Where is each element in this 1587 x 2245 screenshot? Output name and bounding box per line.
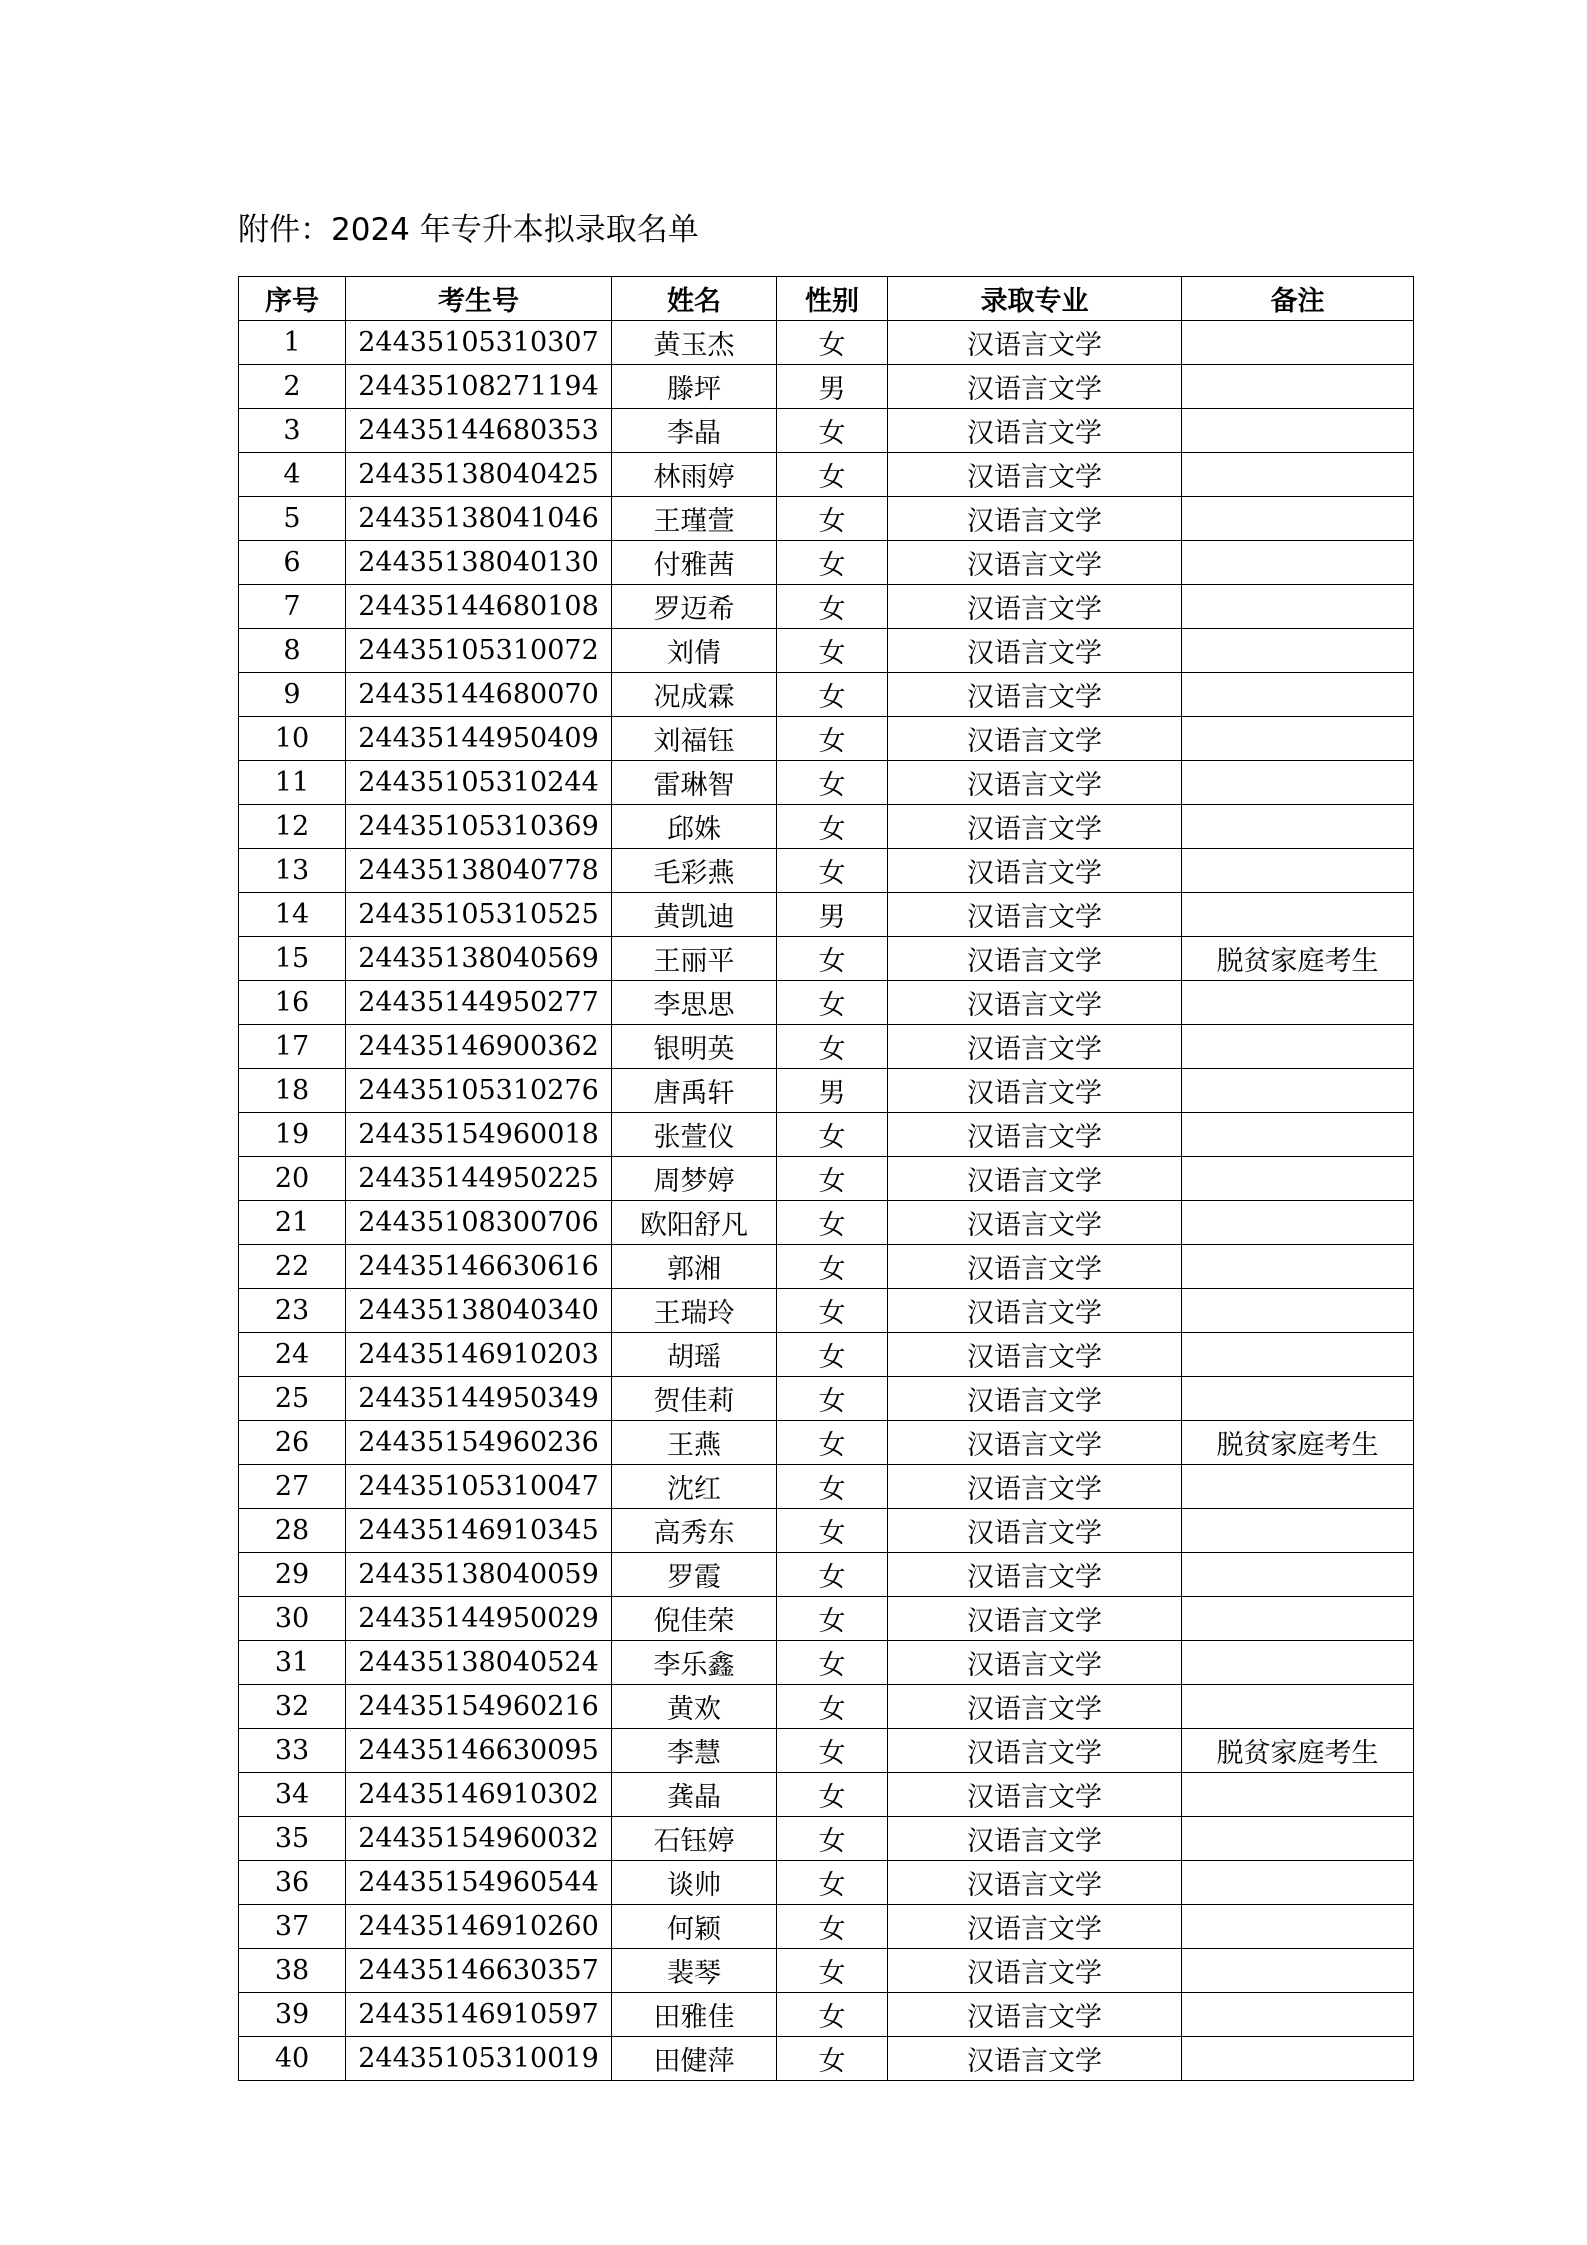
cell-name: 王瑞玲 <box>612 1289 777 1333</box>
cell-exam-id: 24435138040130 <box>346 541 612 585</box>
cell-exam-id: 24435138040569 <box>346 937 612 981</box>
table-row <box>239 1333 1414 1377</box>
cell-major: 汉语言文学 <box>888 849 1182 893</box>
table-row <box>239 629 1414 673</box>
header-remark: 备注 <box>1182 277 1414 321</box>
table-row <box>239 321 1414 365</box>
cell-remark <box>1182 497 1414 541</box>
cell-serial: 38 <box>239 1949 346 1993</box>
table-row <box>239 1025 1414 1069</box>
cell-major: 汉语言文学 <box>888 2037 1182 2081</box>
cell-gender: 女 <box>777 1509 888 1553</box>
cell-name: 谈帅 <box>612 1861 777 1905</box>
cell-remark <box>1182 1201 1414 1245</box>
table-row <box>239 1641 1414 1685</box>
cell-exam-id: 24435108300706 <box>346 1201 612 1245</box>
cell-exam-id: 24435144950349 <box>346 1377 612 1421</box>
cell-serial: 35 <box>239 1817 346 1861</box>
cell-name: 刘福钰 <box>612 717 777 761</box>
header-gender: 性别 <box>777 277 888 321</box>
cell-exam-id: 24435108271194 <box>346 365 612 409</box>
cell-gender: 女 <box>777 321 888 365</box>
cell-exam-id: 24435105310525 <box>346 893 612 937</box>
cell-major: 汉语言文学 <box>888 1113 1182 1157</box>
cell-gender: 女 <box>777 1113 888 1157</box>
cell-name: 黄玉杰 <box>612 321 777 365</box>
table-row <box>239 717 1414 761</box>
table-header <box>239 277 1414 321</box>
cell-major: 汉语言文学 <box>888 1641 1182 1685</box>
table-row <box>239 497 1414 541</box>
cell-major: 汉语言文学 <box>888 1993 1182 2037</box>
cell-serial: 14 <box>239 893 346 937</box>
cell-exam-id: 24435105310369 <box>346 805 612 849</box>
cell-name: 郭湘 <box>612 1245 777 1289</box>
cell-exam-id: 24435105310047 <box>346 1465 612 1509</box>
cell-remark <box>1182 629 1414 673</box>
cell-exam-id: 24435146630357 <box>346 1949 612 1993</box>
table-row <box>239 761 1414 805</box>
cell-gender: 男 <box>777 1069 888 1113</box>
cell-serial: 23 <box>239 1289 346 1333</box>
cell-serial: 5 <box>239 497 346 541</box>
cell-serial: 12 <box>239 805 346 849</box>
cell-name: 周梦婷 <box>612 1157 777 1201</box>
cell-serial: 4 <box>239 453 346 497</box>
cell-name: 田雅佳 <box>612 1993 777 2037</box>
table-row <box>239 1597 1414 1641</box>
cell-exam-id: 24435105310244 <box>346 761 612 805</box>
cell-name: 田健萍 <box>612 2037 777 2081</box>
cell-gender: 女 <box>777 409 888 453</box>
cell-name: 付雅茜 <box>612 541 777 585</box>
cell-major: 汉语言文学 <box>888 1157 1182 1201</box>
table-row <box>239 1773 1414 1817</box>
cell-exam-id: 24435144680353 <box>346 409 612 453</box>
cell-remark <box>1182 893 1414 937</box>
cell-name: 李思思 <box>612 981 777 1025</box>
cell-gender: 女 <box>777 1597 888 1641</box>
cell-exam-id: 24435138040778 <box>346 849 612 893</box>
cell-name: 邱姝 <box>612 805 777 849</box>
cell-gender: 女 <box>777 497 888 541</box>
cell-gender: 男 <box>777 365 888 409</box>
cell-serial: 26 <box>239 1421 346 1465</box>
cell-gender: 女 <box>777 981 888 1025</box>
cell-major: 汉语言文学 <box>888 1289 1182 1333</box>
cell-serial: 17 <box>239 1025 346 1069</box>
table-row <box>239 673 1414 717</box>
table-row <box>239 849 1414 893</box>
document-title: 附件：2024 年专升本拟录取名单 <box>238 212 699 248</box>
cell-major: 汉语言文学 <box>888 805 1182 849</box>
cell-gender: 女 <box>777 937 888 981</box>
cell-remark <box>1182 1861 1414 1905</box>
table-row <box>239 1949 1414 1993</box>
cell-remark <box>1182 761 1414 805</box>
cell-exam-id: 24435146910345 <box>346 1509 612 1553</box>
cell-name: 何颖 <box>612 1905 777 1949</box>
cell-exam-id: 24435154960236 <box>346 1421 612 1465</box>
cell-serial: 13 <box>239 849 346 893</box>
cell-exam-id: 24435154960216 <box>346 1685 612 1729</box>
table-row <box>239 1817 1414 1861</box>
cell-remark: 脱贫家庭考生 <box>1182 1421 1414 1465</box>
cell-remark <box>1182 1993 1414 2037</box>
cell-name: 黄凯迪 <box>612 893 777 937</box>
cell-major: 汉语言文学 <box>888 585 1182 629</box>
cell-remark <box>1182 1245 1414 1289</box>
cell-name: 胡瑶 <box>612 1333 777 1377</box>
cell-name: 石钰婷 <box>612 1817 777 1861</box>
cell-major: 汉语言文学 <box>888 1333 1182 1377</box>
table-row <box>239 805 1414 849</box>
cell-name: 李晶 <box>612 409 777 453</box>
cell-major: 汉语言文学 <box>888 761 1182 805</box>
cell-name: 高秀东 <box>612 1509 777 1553</box>
table-row <box>239 1685 1414 1729</box>
cell-name: 唐禹轩 <box>612 1069 777 1113</box>
cell-exam-id: 24435138040524 <box>346 1641 612 1685</box>
cell-gender: 女 <box>777 2037 888 2081</box>
cell-gender: 女 <box>777 1773 888 1817</box>
cell-gender: 女 <box>777 585 888 629</box>
cell-name: 龚晶 <box>612 1773 777 1817</box>
cell-major: 汉语言文学 <box>888 1509 1182 1553</box>
table-row <box>239 981 1414 1025</box>
header-serial: 序号 <box>239 277 346 321</box>
cell-serial: 37 <box>239 1905 346 1949</box>
table-row <box>239 1993 1414 2037</box>
cell-exam-id: 24435154960018 <box>346 1113 612 1157</box>
header-row <box>239 277 1414 321</box>
table-row <box>239 1245 1414 1289</box>
cell-remark <box>1182 1597 1414 1641</box>
cell-major: 汉语言文学 <box>888 1201 1182 1245</box>
cell-name: 银明英 <box>612 1025 777 1069</box>
cell-name: 欧阳舒凡 <box>612 1201 777 1245</box>
table-row <box>239 1157 1414 1201</box>
table-row <box>239 893 1414 937</box>
cell-major: 汉语言文学 <box>888 1069 1182 1113</box>
cell-serial: 22 <box>239 1245 346 1289</box>
cell-gender: 女 <box>777 1641 888 1685</box>
cell-gender: 女 <box>777 1729 888 1773</box>
cell-serial: 11 <box>239 761 346 805</box>
cell-major: 汉语言文学 <box>888 673 1182 717</box>
cell-gender: 女 <box>777 1245 888 1289</box>
cell-major: 汉语言文学 <box>888 1245 1182 1289</box>
cell-name: 罗霞 <box>612 1553 777 1597</box>
cell-major: 汉语言文学 <box>888 717 1182 761</box>
admission-table <box>238 276 1414 2081</box>
cell-remark <box>1182 1641 1414 1685</box>
cell-remark <box>1182 541 1414 585</box>
cell-major: 汉语言文学 <box>888 1025 1182 1069</box>
cell-exam-id: 24435105310072 <box>346 629 612 673</box>
cell-exam-id: 24435138040059 <box>346 1553 612 1597</box>
cell-remark <box>1182 1069 1414 1113</box>
cell-gender: 女 <box>777 1025 888 1069</box>
table-row <box>239 585 1414 629</box>
cell-remark <box>1182 849 1414 893</box>
cell-gender: 女 <box>777 761 888 805</box>
cell-name: 沈红 <box>612 1465 777 1509</box>
cell-serial: 1 <box>239 321 346 365</box>
cell-name: 李乐鑫 <box>612 1641 777 1685</box>
cell-gender: 女 <box>777 1949 888 1993</box>
cell-exam-id: 24435138041046 <box>346 497 612 541</box>
cell-remark <box>1182 1817 1414 1861</box>
cell-gender: 男 <box>777 893 888 937</box>
cell-serial: 32 <box>239 1685 346 1729</box>
cell-remark <box>1182 1157 1414 1201</box>
cell-serial: 16 <box>239 981 346 1025</box>
cell-remark <box>1182 321 1414 365</box>
cell-serial: 33 <box>239 1729 346 1773</box>
cell-remark <box>1182 981 1414 1025</box>
cell-name: 滕坪 <box>612 365 777 409</box>
table-row <box>239 1553 1414 1597</box>
cell-major: 汉语言文学 <box>888 1377 1182 1421</box>
cell-major: 汉语言文学 <box>888 1905 1182 1949</box>
table-row <box>239 1905 1414 1949</box>
cell-name: 张萱仪 <box>612 1113 777 1157</box>
cell-serial: 31 <box>239 1641 346 1685</box>
cell-serial: 24 <box>239 1333 346 1377</box>
cell-gender: 女 <box>777 1905 888 1949</box>
cell-remark <box>1182 1113 1414 1157</box>
cell-remark <box>1182 673 1414 717</box>
cell-major: 汉语言文学 <box>888 1729 1182 1773</box>
table-row <box>239 1465 1414 1509</box>
cell-exam-id: 24435146910203 <box>346 1333 612 1377</box>
cell-major: 汉语言文学 <box>888 1861 1182 1905</box>
cell-remark <box>1182 1465 1414 1509</box>
table-row <box>239 365 1414 409</box>
cell-gender: 女 <box>777 1289 888 1333</box>
table-row <box>239 1421 1414 1465</box>
cell-major: 汉语言文学 <box>888 893 1182 937</box>
cell-gender: 女 <box>777 1685 888 1729</box>
cell-gender: 女 <box>777 541 888 585</box>
cell-major: 汉语言文学 <box>888 1421 1182 1465</box>
cell-remark <box>1182 453 1414 497</box>
table-row <box>239 453 1414 497</box>
cell-remark <box>1182 1509 1414 1553</box>
cell-serial: 30 <box>239 1597 346 1641</box>
cell-name: 王燕 <box>612 1421 777 1465</box>
cell-name: 雷琳智 <box>612 761 777 805</box>
cell-serial: 36 <box>239 1861 346 1905</box>
cell-exam-id: 24435144680108 <box>346 585 612 629</box>
cell-major: 汉语言文学 <box>888 1817 1182 1861</box>
cell-major: 汉语言文学 <box>888 981 1182 1025</box>
cell-gender: 女 <box>777 1421 888 1465</box>
cell-major: 汉语言文学 <box>888 409 1182 453</box>
cell-serial: 40 <box>239 2037 346 2081</box>
cell-remark <box>1182 805 1414 849</box>
cell-exam-id: 24435154960544 <box>346 1861 612 1905</box>
cell-name: 刘倩 <box>612 629 777 673</box>
cell-serial: 20 <box>239 1157 346 1201</box>
cell-serial: 18 <box>239 1069 346 1113</box>
cell-gender: 女 <box>777 717 888 761</box>
table-row <box>239 2037 1414 2081</box>
cell-major: 汉语言文学 <box>888 1553 1182 1597</box>
cell-serial: 10 <box>239 717 346 761</box>
cell-name: 黄欢 <box>612 1685 777 1729</box>
cell-serial: 39 <box>239 1993 346 2037</box>
cell-serial: 15 <box>239 937 346 981</box>
cell-exam-id: 24435138040340 <box>346 1289 612 1333</box>
cell-serial: 34 <box>239 1773 346 1817</box>
cell-major: 汉语言文学 <box>888 1949 1182 1993</box>
cell-serial: 19 <box>239 1113 346 1157</box>
table-row <box>239 1729 1414 1773</box>
table-row <box>239 409 1414 453</box>
cell-remark <box>1182 409 1414 453</box>
cell-exam-id: 24435146630616 <box>346 1245 612 1289</box>
cell-name: 罗迈希 <box>612 585 777 629</box>
cell-exam-id: 24435146910302 <box>346 1773 612 1817</box>
cell-gender: 女 <box>777 1553 888 1597</box>
cell-exam-id: 24435146910260 <box>346 1905 612 1949</box>
cell-exam-id: 24435144950029 <box>346 1597 612 1641</box>
cell-gender: 女 <box>777 1993 888 2037</box>
cell-exam-id: 24435144950225 <box>346 1157 612 1201</box>
cell-gender: 女 <box>777 1333 888 1377</box>
cell-gender: 女 <box>777 1817 888 1861</box>
cell-exam-id: 24435146630095 <box>346 1729 612 1773</box>
cell-major: 汉语言文学 <box>888 321 1182 365</box>
cell-gender: 女 <box>777 1377 888 1421</box>
cell-serial: 9 <box>239 673 346 717</box>
cell-name: 林雨婷 <box>612 453 777 497</box>
cell-remark <box>1182 1333 1414 1377</box>
cell-exam-id: 24435144950277 <box>346 981 612 1025</box>
cell-gender: 女 <box>777 629 888 673</box>
cell-serial: 7 <box>239 585 346 629</box>
cell-name: 王丽平 <box>612 937 777 981</box>
cell-remark <box>1182 1773 1414 1817</box>
header-name: 姓名 <box>612 277 777 321</box>
cell-gender: 女 <box>777 1157 888 1201</box>
cell-exam-id: 24435105310307 <box>346 321 612 365</box>
cell-name: 毛彩燕 <box>612 849 777 893</box>
cell-major: 汉语言文学 <box>888 453 1182 497</box>
cell-gender: 女 <box>777 673 888 717</box>
cell-name: 况成霖 <box>612 673 777 717</box>
table-row <box>239 1289 1414 1333</box>
table-row <box>239 1201 1414 1245</box>
cell-remark <box>1182 1685 1414 1729</box>
cell-major: 汉语言文学 <box>888 365 1182 409</box>
cell-major: 汉语言文学 <box>888 541 1182 585</box>
table-row <box>239 937 1414 981</box>
cell-exam-id: 24435105310019 <box>346 2037 612 2081</box>
cell-remark <box>1182 1905 1414 1949</box>
cell-major: 汉语言文学 <box>888 1465 1182 1509</box>
cell-name: 裴琴 <box>612 1949 777 1993</box>
cell-serial: 8 <box>239 629 346 673</box>
cell-remark <box>1182 1377 1414 1421</box>
cell-gender: 女 <box>777 1201 888 1245</box>
cell-name: 王瑾萱 <box>612 497 777 541</box>
cell-exam-id: 24435144950409 <box>346 717 612 761</box>
cell-exam-id: 24435138040425 <box>346 453 612 497</box>
cell-serial: 6 <box>239 541 346 585</box>
cell-exam-id: 24435154960032 <box>346 1817 612 1861</box>
cell-serial: 28 <box>239 1509 346 1553</box>
cell-serial: 21 <box>239 1201 346 1245</box>
cell-major: 汉语言文学 <box>888 497 1182 541</box>
cell-major: 汉语言文学 <box>888 1773 1182 1817</box>
cell-gender: 女 <box>777 849 888 893</box>
cell-name: 倪佳荣 <box>612 1597 777 1641</box>
cell-remark <box>1182 2037 1414 2081</box>
cell-remark <box>1182 1025 1414 1069</box>
cell-major: 汉语言文学 <box>888 1597 1182 1641</box>
cell-exam-id: 24435105310276 <box>346 1069 612 1113</box>
table-row <box>239 541 1414 585</box>
cell-remark <box>1182 1949 1414 1993</box>
cell-remark <box>1182 1553 1414 1597</box>
table-row <box>239 1861 1414 1905</box>
cell-remark <box>1182 365 1414 409</box>
cell-major: 汉语言文学 <box>888 937 1182 981</box>
cell-gender: 女 <box>777 1465 888 1509</box>
cell-serial: 27 <box>239 1465 346 1509</box>
table-row <box>239 1113 1414 1157</box>
header-exam-id: 考生号 <box>346 277 612 321</box>
header-major: 录取专业 <box>888 277 1182 321</box>
table-body <box>239 321 1414 2081</box>
cell-major: 汉语言文学 <box>888 629 1182 673</box>
cell-name: 李慧 <box>612 1729 777 1773</box>
table-row <box>239 1069 1414 1113</box>
cell-remark: 脱贫家庭考生 <box>1182 1729 1414 1773</box>
cell-serial: 29 <box>239 1553 346 1597</box>
table-row <box>239 1377 1414 1421</box>
cell-exam-id: 24435146910597 <box>346 1993 612 2037</box>
cell-gender: 女 <box>777 805 888 849</box>
cell-serial: 2 <box>239 365 346 409</box>
cell-remark <box>1182 1289 1414 1333</box>
cell-gender: 女 <box>777 453 888 497</box>
cell-serial: 3 <box>239 409 346 453</box>
cell-remark <box>1182 585 1414 629</box>
cell-remark <box>1182 717 1414 761</box>
cell-exam-id: 24435146900362 <box>346 1025 612 1069</box>
cell-serial: 25 <box>239 1377 346 1421</box>
cell-remark: 脱贫家庭考生 <box>1182 937 1414 981</box>
table-row <box>239 1509 1414 1553</box>
cell-name: 贺佳莉 <box>612 1377 777 1421</box>
cell-major: 汉语言文学 <box>888 1685 1182 1729</box>
cell-exam-id: 24435144680070 <box>346 673 612 717</box>
cell-gender: 女 <box>777 1861 888 1905</box>
